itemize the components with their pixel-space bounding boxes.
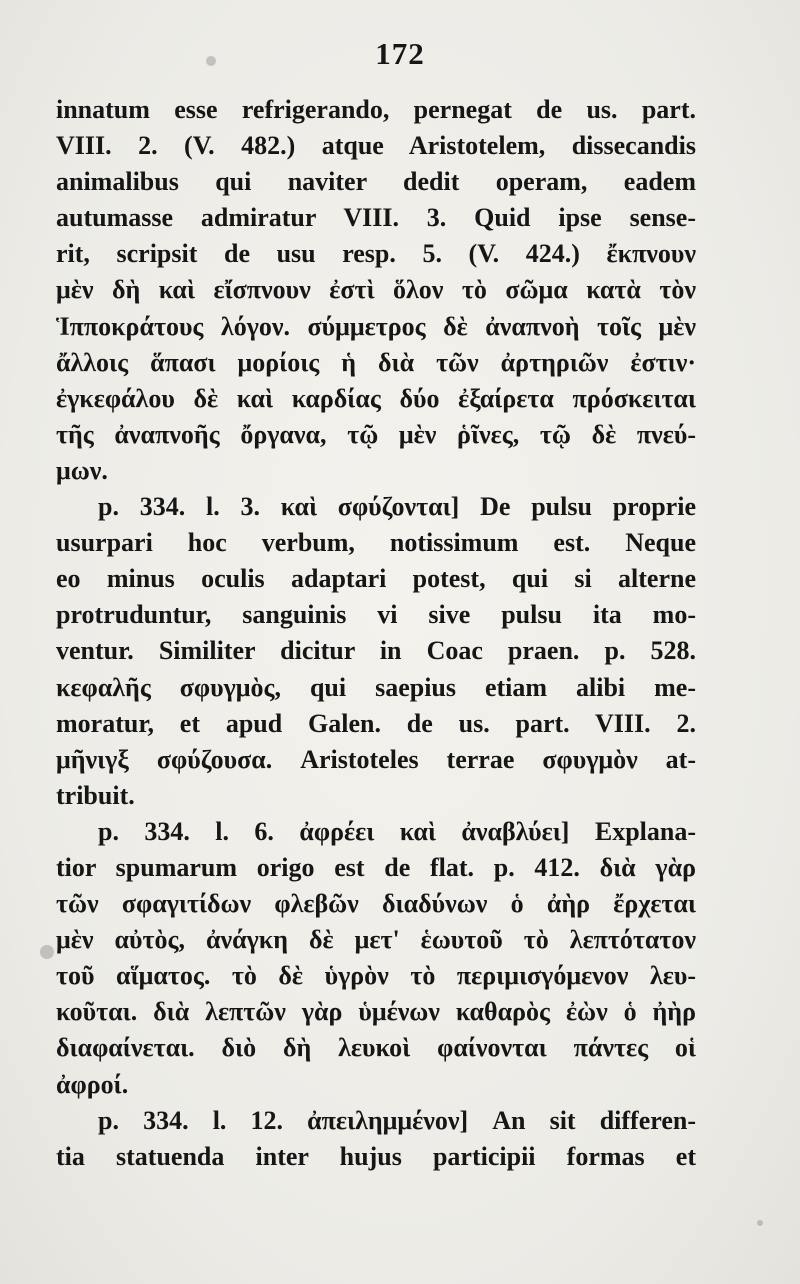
text-line: p. 334. l. 6. ἀφρέει καὶ ἀναβλύει] Explana- xyxy=(98,816,696,846)
text-line: ἐγκεφάλου δὲ καὶ καρδίας δύο ἐξαίρετα πρόσκειται xyxy=(56,383,696,413)
text-line: μὲν δὴ καὶ εἴσπνουν ἐστὶ ὅλον τὸ σῶμα κατὰ τὸν xyxy=(56,275,696,305)
text-line: usurpari hoc verbum, notissimum est. Neque xyxy=(56,528,696,558)
text-line: p. 334. l. 12. ἀπειλημμένον] An sit differen- xyxy=(98,1105,696,1135)
text-line: tribuit. xyxy=(56,780,135,810)
page-body-text xyxy=(56,92,696,1175)
text-line: διαφαίνεται. διὸ δὴ λευκοὶ φαίνονται πάντες οἱ xyxy=(56,1033,696,1063)
text-line: ventur. Similiter dicitur in Coac praen. p. 528. xyxy=(56,636,696,666)
text-line: κοῦται. διὰ λεπτῶν γὰρ ὑμένων καθαρὸς ἐὼν ὁ ἠὴρ xyxy=(56,997,696,1027)
text-line: protruduntur, sanguinis vi sive pulsu ita mo- xyxy=(56,600,696,630)
text-line: μων. xyxy=(56,455,108,485)
page-number: 172 xyxy=(375,36,425,71)
text-line: μὲν αὐτὸς, ἀνάγκη δὲ μετ' ἑωυτοῦ τὸ λεπτότατον xyxy=(56,925,696,955)
text-line: μῆνιγξ σφύζουσα. Aristoteles terrae σφυγμὸν at- xyxy=(56,744,696,774)
text-line: tior spumarum origo est de flat. p. 412. διὰ γὰρ xyxy=(56,852,696,882)
text-line: ἄλλοις ἅπασι μορίοις ἡ διὰ τῶν ἀρτηριῶν ἐστιν· xyxy=(56,347,696,377)
text-line: tia statuenda inter hujus participii formas et xyxy=(56,1141,696,1171)
text-line: VIII. 2. (V. 482.) atque Aristotelem, dissecandis xyxy=(56,131,696,161)
text-line: moratur, et apud Galen. de us. part. VIII. 2. xyxy=(56,708,696,738)
paper-speck xyxy=(206,56,216,66)
text-line: ἀφροί. xyxy=(56,1069,129,1099)
text-line: eo minus oculis adaptari potest, qui si alterne xyxy=(56,564,696,594)
text-line: Ἱπποκράτους λόγον. σύμμετρος δὲ ἀναπνοὴ τοῖς μὲν xyxy=(56,311,696,341)
paper-speck xyxy=(757,1220,763,1226)
text-line: τοῦ αἵματος. τὸ δὲ ὑγρὸν τὸ περιμισγόμενον λευ- xyxy=(56,961,696,991)
paper-speck xyxy=(40,945,54,959)
text-line: animalibus qui naviter dedit operam, eadem xyxy=(56,167,696,197)
text-line: autumasse admiratur VIII. 3. Quid ipse sense- xyxy=(56,203,696,233)
text-line: rit, scripsit de usu resp. 5. (V. 424.) ἔκπνουν xyxy=(56,239,696,269)
text-line: κεφαλῆς σφυγμὸς, qui saepius etiam alibi me- xyxy=(56,672,696,702)
text-line: τῆς ἀναπνοῆς ὄργανα, τῷ μὲν ῥῖνες, τῷ δὲ πνεύ- xyxy=(56,419,696,449)
text-line: τῶν σφαγιτίδων φλεβῶν διαδύνων ὁ ἀὴρ ἔρχεται xyxy=(56,889,696,919)
text-line: p. 334. l. 3. καὶ σφύζονται] De pulsu proprie xyxy=(98,492,696,522)
text-line: innatum esse refrigerando, pernegat de us. part. xyxy=(56,95,696,124)
